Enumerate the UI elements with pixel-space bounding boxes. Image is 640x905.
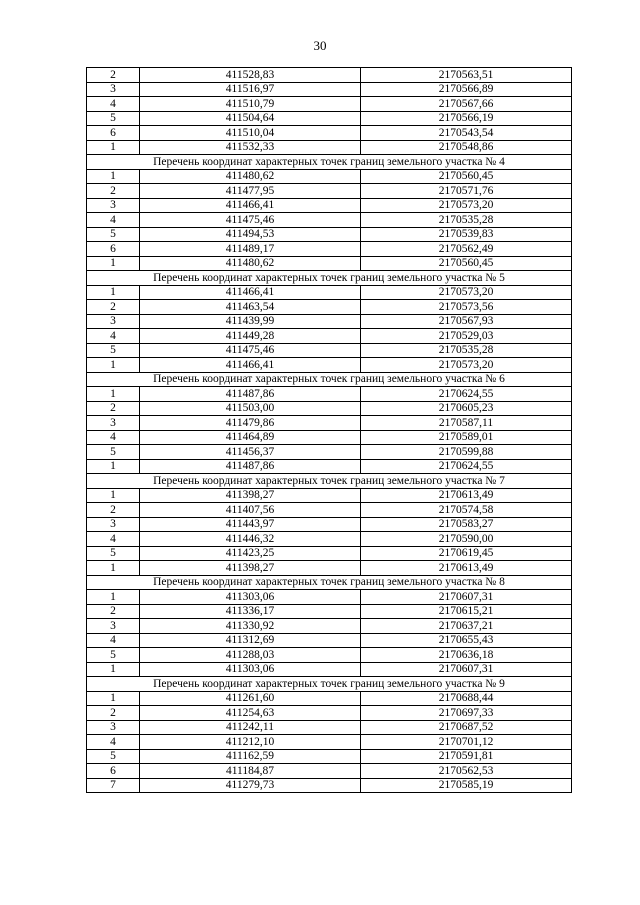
point-number-cell: 5	[87, 546, 140, 561]
y-coordinate-cell: 2170591,81	[361, 749, 572, 764]
point-number-cell: 6	[87, 242, 140, 257]
y-coordinate-cell: 2170562,53	[361, 764, 572, 779]
section-title: Перечень координат характерных точек границ земельного участка № 4	[87, 155, 572, 170]
y-coordinate-cell: 2170573,20	[361, 198, 572, 213]
table-row	[87, 706, 572, 721]
x-coordinate-cell: 411443,97	[140, 517, 361, 532]
y-coordinate-cell: 2170539,83	[361, 227, 572, 242]
x-coordinate-cell: 411479,86	[140, 416, 361, 431]
y-coordinate-cell: 2170636,18	[361, 648, 572, 663]
coordinates-table-body	[87, 68, 572, 793]
table-row	[87, 749, 572, 764]
x-coordinate-cell: 411261,60	[140, 691, 361, 706]
table-row	[87, 503, 572, 518]
point-number-cell: 4	[87, 213, 140, 228]
x-coordinate-cell: 411423,25	[140, 546, 361, 561]
point-number-cell: 5	[87, 749, 140, 764]
y-coordinate-cell: 2170613,49	[361, 561, 572, 576]
x-coordinate-cell: 411398,27	[140, 488, 361, 503]
point-number-cell: 4	[87, 329, 140, 344]
table-row	[87, 227, 572, 242]
point-number-cell: 2	[87, 401, 140, 416]
table-row	[87, 242, 572, 257]
point-number-cell: 2	[87, 300, 140, 315]
y-coordinate-cell: 2170566,89	[361, 82, 572, 97]
x-coordinate-cell: 411494,53	[140, 227, 361, 242]
x-coordinate-cell: 411480,62	[140, 169, 361, 184]
table-row	[87, 256, 572, 271]
x-coordinate-cell: 411463,54	[140, 300, 361, 315]
x-coordinate-cell: 411449,28	[140, 329, 361, 344]
y-coordinate-cell: 2170697,33	[361, 706, 572, 721]
point-number-cell: 4	[87, 430, 140, 445]
table-row	[87, 97, 572, 112]
table-row	[87, 329, 572, 344]
point-number-cell: 1	[87, 285, 140, 300]
x-coordinate-cell: 411439,99	[140, 314, 361, 329]
x-coordinate-cell: 411503,00	[140, 401, 361, 416]
point-number-cell: 4	[87, 97, 140, 112]
y-coordinate-cell: 2170543,54	[361, 126, 572, 141]
point-number-cell: 5	[87, 343, 140, 358]
y-coordinate-cell: 2170687,52	[361, 720, 572, 735]
y-coordinate-cell: 2170566,19	[361, 111, 572, 126]
x-coordinate-cell: 411487,86	[140, 459, 361, 474]
table-row	[87, 778, 572, 793]
y-coordinate-cell: 2170637,21	[361, 619, 572, 634]
table-row	[87, 735, 572, 750]
y-coordinate-cell: 2170607,31	[361, 662, 572, 677]
table-row	[87, 416, 572, 431]
x-coordinate-cell: 411254,63	[140, 706, 361, 721]
point-number-cell: 3	[87, 619, 140, 634]
y-coordinate-cell: 2170573,56	[361, 300, 572, 315]
y-coordinate-cell: 2170701,12	[361, 735, 572, 750]
section-title-row	[87, 372, 572, 387]
x-coordinate-cell: 411456,37	[140, 445, 361, 460]
point-number-cell: 4	[87, 633, 140, 648]
x-coordinate-cell: 411312,69	[140, 633, 361, 648]
coordinates-table	[86, 67, 572, 793]
point-number-cell: 2	[87, 706, 140, 721]
x-coordinate-cell: 411212,10	[140, 735, 361, 750]
point-number-cell: 1	[87, 561, 140, 576]
point-number-cell: 5	[87, 648, 140, 663]
x-coordinate-cell: 411446,32	[140, 532, 361, 547]
point-number-cell: 4	[87, 532, 140, 547]
point-number-cell: 1	[87, 358, 140, 373]
y-coordinate-cell: 2170567,93	[361, 314, 572, 329]
y-coordinate-cell: 2170589,01	[361, 430, 572, 445]
table-row	[87, 140, 572, 155]
point-number-cell: 1	[87, 488, 140, 503]
point-number-cell: 5	[87, 227, 140, 242]
section-title-row	[87, 271, 572, 286]
x-coordinate-cell: 411184,87	[140, 764, 361, 779]
point-number-cell: 2	[87, 604, 140, 619]
y-coordinate-cell: 2170605,23	[361, 401, 572, 416]
point-number-cell: 3	[87, 517, 140, 532]
point-number-cell: 3	[87, 314, 140, 329]
section-title: Перечень координат характерных точек границ земельного участка № 9	[87, 677, 572, 692]
y-coordinate-cell: 2170615,21	[361, 604, 572, 619]
table-row	[87, 546, 572, 561]
table-row	[87, 198, 572, 213]
table-row	[87, 590, 572, 605]
point-number-cell: 6	[87, 764, 140, 779]
table-row	[87, 764, 572, 779]
point-number-cell: 1	[87, 256, 140, 271]
point-number-cell: 2	[87, 503, 140, 518]
table-row	[87, 604, 572, 619]
point-number-cell: 5	[87, 445, 140, 460]
y-coordinate-cell: 2170529,03	[361, 329, 572, 344]
section-title-row	[87, 575, 572, 590]
y-coordinate-cell: 2170567,66	[361, 97, 572, 112]
x-coordinate-cell: 411464,89	[140, 430, 361, 445]
table-row	[87, 691, 572, 706]
x-coordinate-cell: 411487,86	[140, 387, 361, 402]
x-coordinate-cell: 411279,73	[140, 778, 361, 793]
table-row	[87, 82, 572, 97]
y-coordinate-cell: 2170573,20	[361, 285, 572, 300]
point-number-cell: 3	[87, 416, 140, 431]
table-row	[87, 633, 572, 648]
table-row	[87, 662, 572, 677]
table-row	[87, 343, 572, 358]
table-row	[87, 285, 572, 300]
x-coordinate-cell: 411303,06	[140, 590, 361, 605]
section-title: Перечень координат характерных точек границ земельного участка № 6	[87, 372, 572, 387]
point-number-cell: 1	[87, 459, 140, 474]
x-coordinate-cell: 411510,04	[140, 126, 361, 141]
x-coordinate-cell: 411288,03	[140, 648, 361, 663]
x-coordinate-cell: 411504,64	[140, 111, 361, 126]
table-row	[87, 532, 572, 547]
point-number-cell: 1	[87, 590, 140, 605]
x-coordinate-cell: 411303,06	[140, 662, 361, 677]
x-coordinate-cell: 411477,95	[140, 184, 361, 199]
x-coordinate-cell: 411466,41	[140, 198, 361, 213]
x-coordinate-cell: 411528,83	[140, 68, 361, 83]
y-coordinate-cell: 2170560,45	[361, 169, 572, 184]
x-coordinate-cell: 411510,79	[140, 97, 361, 112]
y-coordinate-cell: 2170535,28	[361, 213, 572, 228]
section-title: Перечень координат характерных точек границ земельного участка № 8	[87, 575, 572, 590]
x-coordinate-cell: 411336,17	[140, 604, 361, 619]
table-row	[87, 619, 572, 634]
point-number-cell: 1	[87, 662, 140, 677]
y-coordinate-cell: 2170655,43	[361, 633, 572, 648]
point-number-cell: 6	[87, 126, 140, 141]
table-row	[87, 459, 572, 474]
point-number-cell: 3	[87, 720, 140, 735]
table-row	[87, 648, 572, 663]
y-coordinate-cell: 2170599,88	[361, 445, 572, 460]
table-row	[87, 430, 572, 445]
x-coordinate-cell: 411242,11	[140, 720, 361, 735]
table-row	[87, 68, 572, 83]
table-row	[87, 488, 572, 503]
page-number: 30	[313, 38, 327, 53]
x-coordinate-cell: 411398,27	[140, 561, 361, 576]
y-coordinate-cell: 2170562,49	[361, 242, 572, 257]
table-row	[87, 184, 572, 199]
y-coordinate-cell: 2170607,31	[361, 590, 572, 605]
point-number-cell: 1	[87, 387, 140, 402]
y-coordinate-cell: 2170587,11	[361, 416, 572, 431]
point-number-cell: 3	[87, 82, 140, 97]
x-coordinate-cell: 411516,97	[140, 82, 361, 97]
x-coordinate-cell: 411480,62	[140, 256, 361, 271]
y-coordinate-cell: 2170571,76	[361, 184, 572, 199]
x-coordinate-cell: 411532,33	[140, 140, 361, 155]
x-coordinate-cell: 411466,41	[140, 285, 361, 300]
point-number-cell: 2	[87, 184, 140, 199]
table-row	[87, 358, 572, 373]
x-coordinate-cell: 411407,56	[140, 503, 361, 518]
x-coordinate-cell: 411330,92	[140, 619, 361, 634]
x-coordinate-cell: 411489,17	[140, 242, 361, 257]
y-coordinate-cell: 2170624,55	[361, 387, 572, 402]
table-row	[87, 111, 572, 126]
table-row	[87, 314, 572, 329]
section-title-row	[87, 155, 572, 170]
point-number-cell: 1	[87, 140, 140, 155]
y-coordinate-cell: 2170574,58	[361, 503, 572, 518]
point-number-cell: 7	[87, 778, 140, 793]
y-coordinate-cell: 2170548,86	[361, 140, 572, 155]
table-row	[87, 300, 572, 315]
table-row	[87, 517, 572, 532]
y-coordinate-cell: 2170535,28	[361, 343, 572, 358]
section-title-row	[87, 474, 572, 489]
table-row	[87, 213, 572, 228]
table-row	[87, 169, 572, 184]
table-row	[87, 445, 572, 460]
x-coordinate-cell: 411466,41	[140, 358, 361, 373]
x-coordinate-cell: 411475,46	[140, 213, 361, 228]
y-coordinate-cell: 2170585,19	[361, 778, 572, 793]
section-title: Перечень координат характерных точек границ земельного участка № 7	[87, 474, 572, 489]
table-row	[87, 126, 572, 141]
y-coordinate-cell: 2170624,55	[361, 459, 572, 474]
y-coordinate-cell: 2170619,45	[361, 546, 572, 561]
point-number-cell: 4	[87, 735, 140, 750]
x-coordinate-cell: 411475,46	[140, 343, 361, 358]
y-coordinate-cell: 2170590,00	[361, 532, 572, 547]
y-coordinate-cell: 2170583,27	[361, 517, 572, 532]
y-coordinate-cell: 2170613,49	[361, 488, 572, 503]
table-row	[87, 387, 572, 402]
section-title: Перечень координат характерных точек границ земельного участка № 5	[87, 271, 572, 286]
y-coordinate-cell: 2170563,51	[361, 68, 572, 83]
y-coordinate-cell: 2170573,20	[361, 358, 572, 373]
table-row	[87, 401, 572, 416]
x-coordinate-cell: 411162,59	[140, 749, 361, 764]
point-number-cell: 2	[87, 68, 140, 83]
y-coordinate-cell: 2170560,45	[361, 256, 572, 271]
point-number-cell: 3	[87, 198, 140, 213]
point-number-cell: 5	[87, 111, 140, 126]
point-number-cell: 1	[87, 169, 140, 184]
section-title-row	[87, 677, 572, 692]
table-row	[87, 720, 572, 735]
point-number-cell: 1	[87, 691, 140, 706]
y-coordinate-cell: 2170688,44	[361, 691, 572, 706]
table-row	[87, 561, 572, 576]
